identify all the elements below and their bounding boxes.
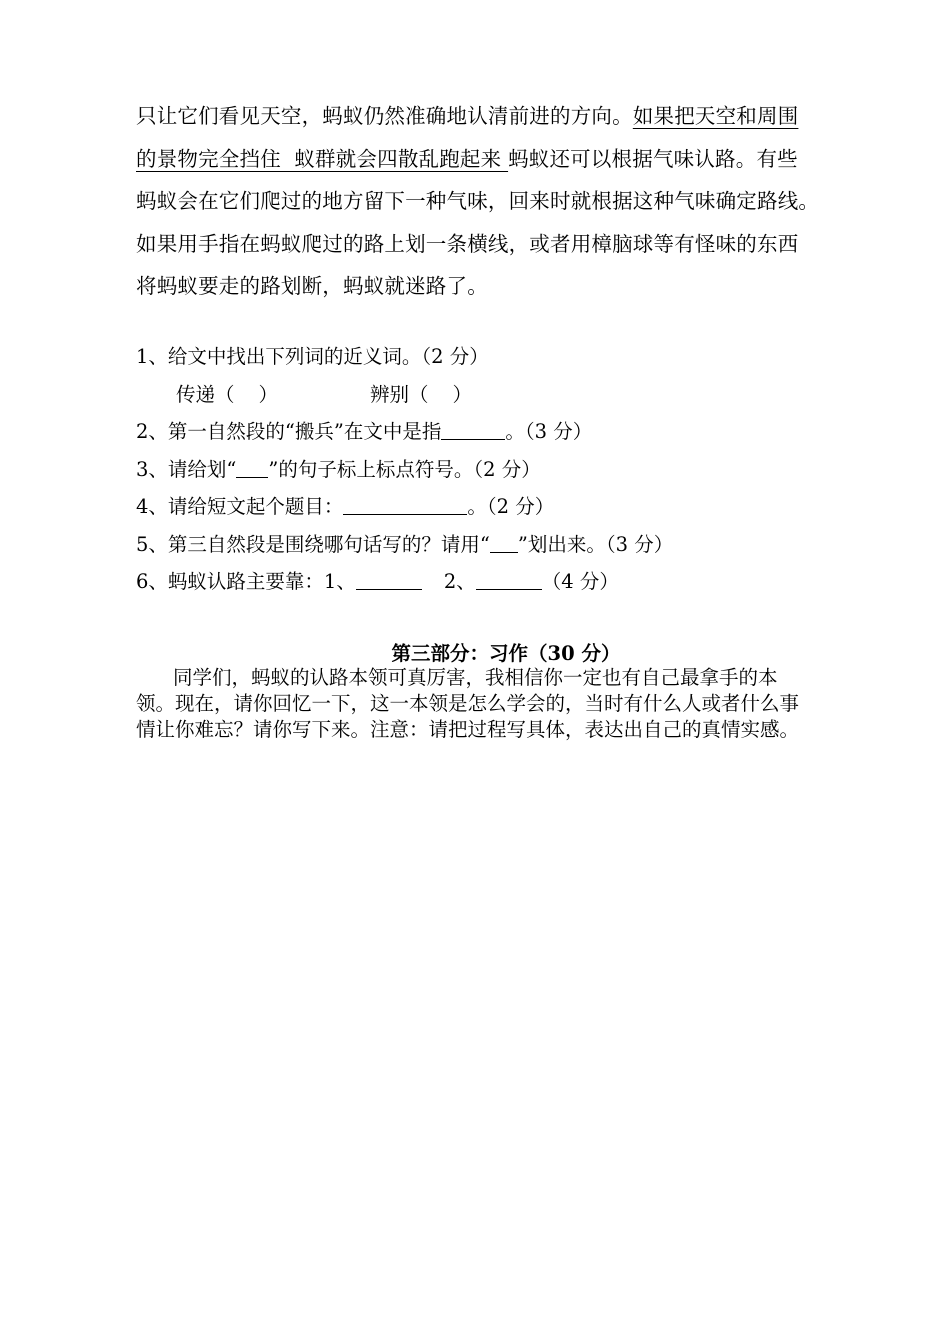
question-text: 3、请给划“ [136,457,237,481]
prompt-line: 同学们，蚂蚁的认路本领可真厉害，我相信你一定也有自己最拿手的本 [173,666,778,689]
underline-mark [490,528,518,553]
part-3-title: 第三部分：习作（30 分） [391,642,621,665]
answer-blank[interactable] [356,565,422,590]
question-2 [136,413,876,451]
reading-passage [136,95,876,308]
passage-text: 蚂蚁还可以根据气味认路。有些 [508,146,798,171]
word-chuandi: 传递（ [176,382,235,406]
question-text: 5、第三自然段是围绕哪句话写的？请用“ [136,532,490,556]
underlined-sentence: 如果把天空和周围 [632,104,799,128]
question-text: ”划出来。（3 分） [517,532,674,556]
answer-blank[interactable] [441,415,505,440]
word-bianbie: 辨别（ [370,382,429,406]
prompt-line: 情让你难忘？请你写下来。注意：请把过程写具体，表达出自己的真情实感。 [136,718,800,741]
question-text: ”的句子标上标点符号。（2 分） [268,457,541,481]
passage-text: 只让它们看见天空，蚂蚁仍然准确地认清前进的方向。 [136,104,633,128]
question-list [136,338,876,601]
question-text: 4、请给短文起个题目： [136,495,344,518]
question-6 [136,563,876,601]
question-5 [136,526,876,564]
question-text: 2、第一自然段的“搬兵”在文中是指 [136,420,442,443]
passage-line: 如果用手指在蚂蚁爬过的路上划一条横线，或者用樟脑球等有怪味的东西 [136,231,799,256]
bracket-close: ） [452,382,473,406]
question-4 [136,488,876,526]
passage-line: 蚂蚁会在它们爬过的地方留下一种气味，回来时就根据这种气味确定路线。 [136,189,820,213]
question-1-words [136,376,876,414]
bracket-close: ） [258,382,279,406]
question-text: 2、 [443,570,476,593]
question-text: （4 分） [541,570,619,593]
answer-blank[interactable] [476,565,542,590]
underline-mark [236,453,268,478]
answer-blank[interactable] [343,490,467,515]
question-1: 1、给文中找出下列词的近义词。（2 分） [136,345,489,368]
passage-line [136,95,876,138]
question-text: 。（2 分） [467,495,555,518]
question-text: 6、蚂蚁认路主要靠：1、 [136,570,356,593]
writing-prompt [136,665,864,743]
passage-line [136,138,876,181]
question-text: 。（3 分） [505,420,593,443]
prompt-line: 领。现在，请你回忆一下，这一本领是怎么学会的，当时有什么人或者什么事 [136,692,800,715]
passage-line: 将蚂蚁要走的路划断，蚂蚁就迷路了。 [136,274,488,298]
underlined-sentence: 的景物完全挡住 蚁群就会四散乱跑起来 [136,146,509,171]
question-3 [136,451,876,489]
